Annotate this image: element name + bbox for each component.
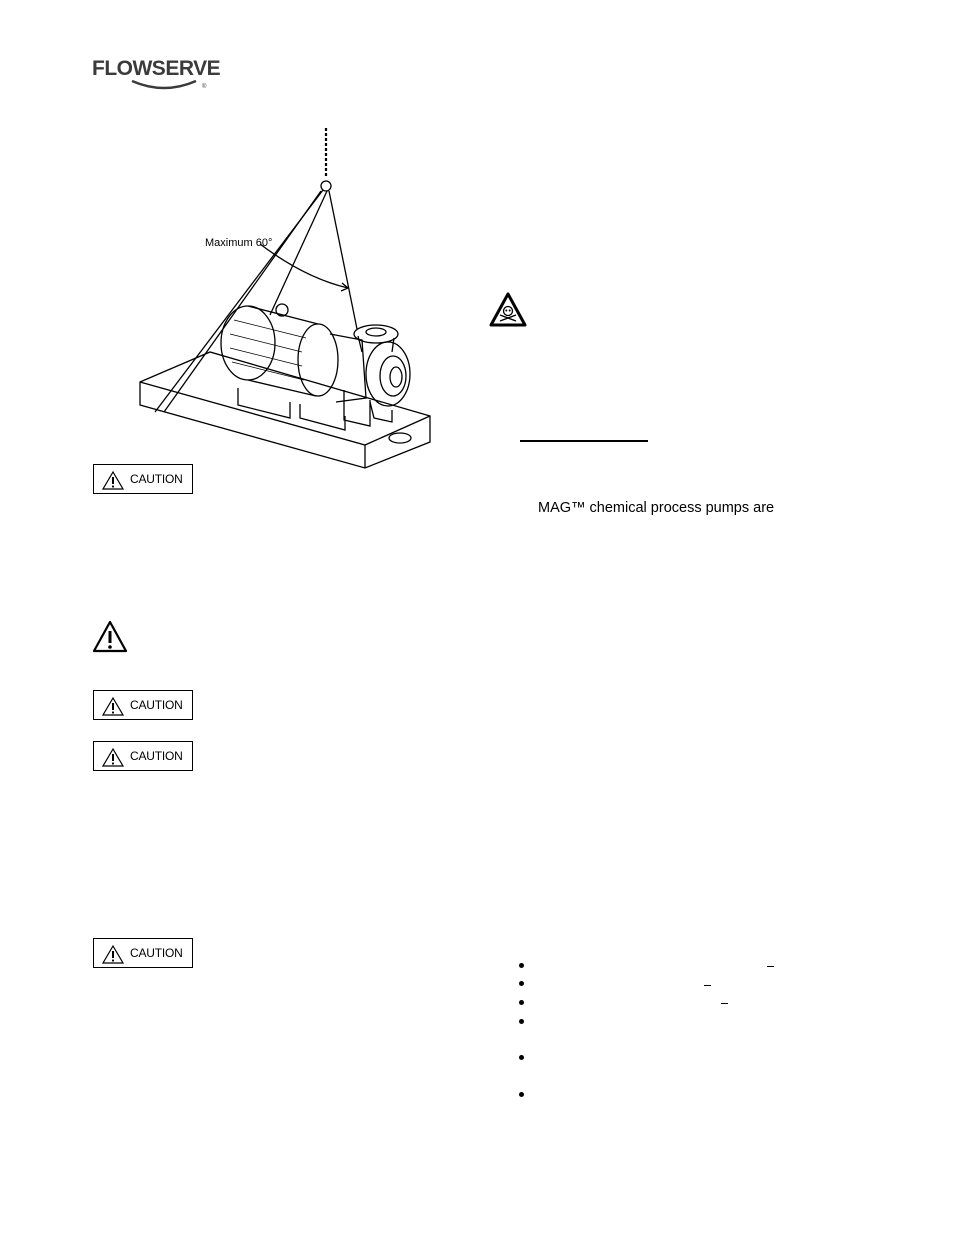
bullet-point: [519, 1019, 524, 1024]
logo-text: FLOWSERVE: [92, 57, 221, 80]
logo-registered-mark: ®: [202, 84, 207, 90]
caution-text: CAUTION: [130, 946, 183, 960]
caution-text: CAUTION: [130, 749, 183, 763]
bullet-point: [519, 1092, 524, 1097]
caution-text: CAUTION: [130, 698, 183, 712]
bullet-point: [519, 1000, 524, 1005]
figure-angle-label: Maximum 60°: [205, 237, 273, 249]
dash-mark: [767, 966, 774, 967]
caution-text: CAUTION: [130, 472, 183, 486]
body-text: MAG™ chemical process pumps are: [538, 500, 775, 516]
bullet-point: [519, 963, 524, 968]
dash-mark: [704, 985, 711, 986]
bullet-point: [519, 1055, 524, 1060]
bullet-point: [519, 981, 524, 986]
dash-mark: [721, 1003, 728, 1004]
